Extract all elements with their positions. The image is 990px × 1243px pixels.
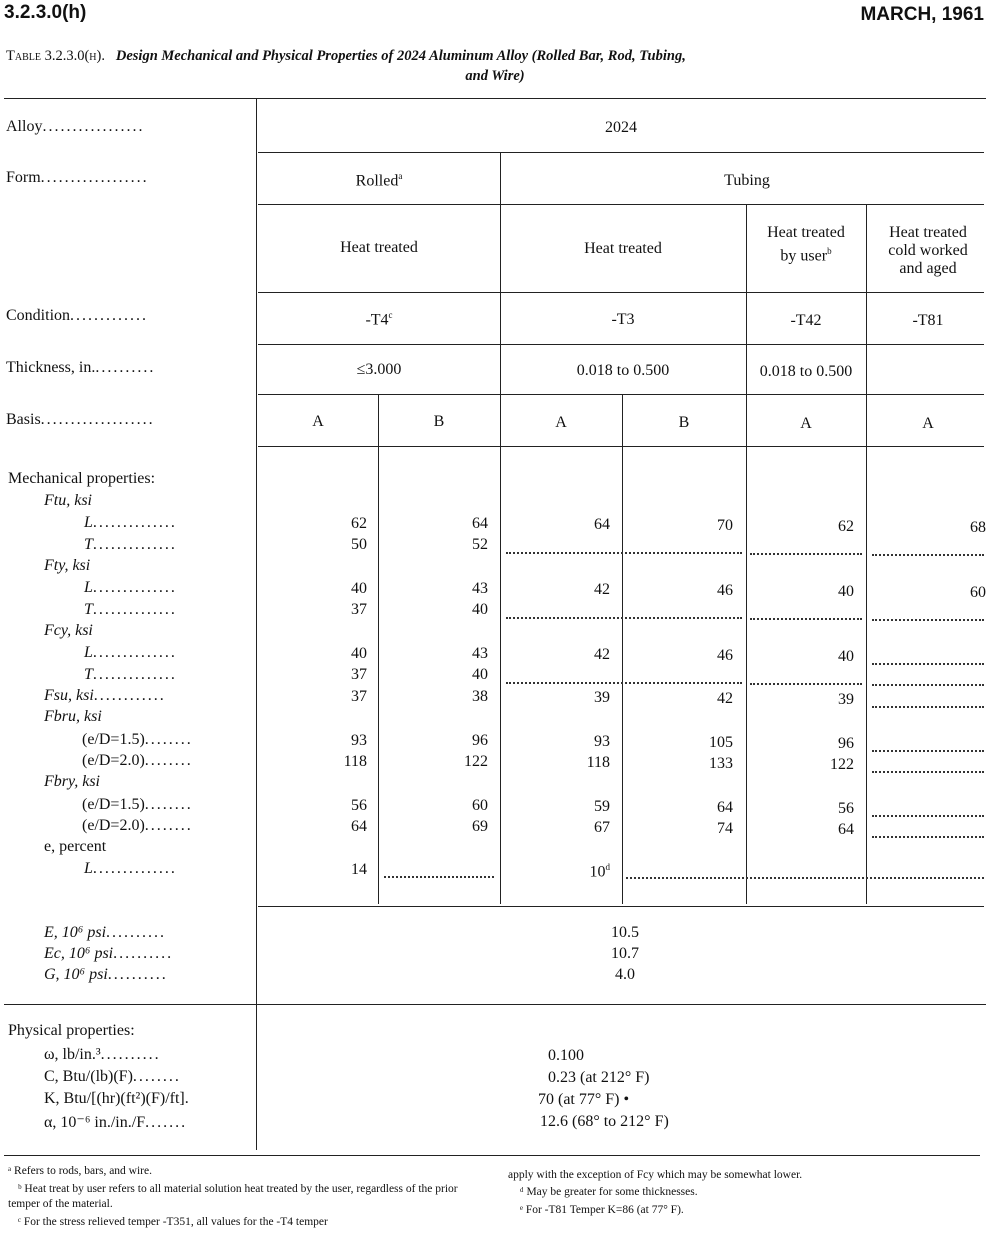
value-E: 10.5 (611, 924, 639, 941)
label-G: G, 10⁶ psi.......... (44, 966, 168, 983)
divider-t42-t81 (866, 204, 867, 904)
rule-mech (258, 906, 984, 907)
divider-rolled-ab (378, 394, 379, 904)
dots-fcy-T-t42 (750, 683, 862, 685)
basis-3: A (555, 414, 567, 431)
fbru-20-3: 118 (586, 754, 610, 771)
value-conductivity: 70 (at 77° F) • (538, 1091, 630, 1108)
condition-t4: -T4$^c$ (365, 310, 393, 329)
fty-L-5: 40 (838, 583, 854, 600)
basis-6: A (922, 415, 934, 432)
label-fbry-15: (e/D=1.5)........ (82, 796, 193, 813)
row-label-thickness: Thickness, in........... (6, 359, 156, 376)
divider-t3-t42 (746, 204, 747, 904)
basis-2: B (433, 413, 445, 430)
label-specific-heat: C, Btu/(lb)(F)........ (44, 1068, 181, 1085)
label-fcy: Fcy, ksi (44, 622, 93, 639)
row-label-form: Form.................. (6, 169, 149, 186)
fty-T-1: 37 (351, 601, 367, 618)
row-label-basis: Basis................... (6, 411, 155, 428)
footnote-a: ᵃ Refers to rods, bars, and wire. (8, 1165, 152, 1177)
dots-fty-T-t3 (506, 617, 742, 619)
fcy-L-2: 43 (472, 645, 488, 662)
thickness-rolled: ≤3.000 (356, 361, 402, 378)
label-conductivity: K, Btu/[(hr)(ft²)(F)/ft]. (44, 1090, 191, 1107)
fcy-T-1: 37 (351, 666, 367, 683)
fbru-15-4: 105 (709, 734, 733, 751)
fbru-20-4: 133 (709, 755, 733, 772)
fbru-15-2: 96 (472, 732, 488, 749)
label-fsu: Fsu, ksi............ (44, 687, 166, 704)
ftu-T-1: 50 (351, 536, 367, 553)
fcy-L-4: 46 (717, 647, 733, 664)
label-elong: e, percent (44, 838, 107, 855)
label-fty-T: T.............. (84, 601, 177, 618)
fty-L-1: 40 (351, 580, 367, 597)
elong-L-rolled: 14 (351, 861, 367, 878)
treatment-tubing: Heat treated (584, 240, 662, 257)
fbru-20-2: 122 (464, 753, 488, 770)
date-header: MARCH, 1961 (860, 4, 984, 25)
fbry-20-5: 64 (838, 821, 854, 838)
dots-elong-rest (626, 877, 984, 879)
label-fty-L: L.............. (84, 579, 177, 596)
footnote-c-continued: apply with the exception of Fcy which may be somewhat lower. (508, 1169, 803, 1181)
fsu-2: 38 (472, 688, 488, 705)
treatment-rolled: Heat treated (340, 239, 418, 256)
condition-t81: -T81 (912, 312, 944, 329)
label-ftu-T: T.............. (84, 536, 177, 553)
dots-elong-rolledB (384, 876, 494, 878)
elong-L-t3: 10$^d$ (589, 862, 610, 881)
mech-title: Mechanical properties: (8, 470, 156, 487)
fsu-1: 37 (351, 688, 367, 705)
fcy-L-1: 40 (351, 645, 367, 662)
fbry-20-2: 69 (472, 818, 488, 835)
fbru-15-5: 96 (838, 735, 854, 752)
form-tubing: Tubing (724, 172, 770, 189)
footnote-b: ᵇ Heat treat by user refers to all material solution heat treated by the user, regardless of the prior temper of the material. (8, 1183, 458, 1210)
thickness-t3: 0.018 to 0.500 (576, 362, 670, 379)
rule-condition (258, 344, 984, 345)
fbry-15-5: 56 (838, 800, 854, 817)
ftu-L-2: 64 (472, 515, 488, 532)
fbry-15-4: 64 (717, 799, 733, 816)
dots-fbry-15-t81 (872, 815, 984, 817)
dots-ftu-T-t42 (750, 553, 862, 555)
value-density: 0.100 (548, 1047, 584, 1064)
fbry-20-4: 74 (717, 820, 733, 837)
label-fty: Fty, ksi (44, 557, 91, 574)
fcy-L-3: 42 (594, 646, 610, 663)
ftu-L-3: 64 (594, 516, 610, 533)
table-caption (6, 48, 686, 65)
dots-fcy-L-t81 (872, 663, 984, 665)
dots-fbru-20-t81 (872, 771, 984, 773)
ftu-L-1: 62 (351, 515, 367, 532)
form-rolled: Rolled$^a$ (355, 171, 403, 190)
ftu-L-6: 68 (970, 519, 986, 536)
footnote-d: ᵈ May be greater for some thicknesses. (520, 1186, 698, 1198)
condition-t42: -T42 (790, 312, 822, 329)
label-density: ω, lb/in.³.......... (44, 1046, 161, 1063)
fbry-15-2: 60 (472, 797, 488, 814)
value-Ec: 10.7 (611, 945, 639, 962)
rule-form (258, 204, 984, 205)
table-title: Design Mechanical and Physical Properties of 2024 Aluminum Alloy (Rolled Bar, Rod, Tubing, (115, 48, 686, 64)
row-label-alloy: Alloy................. (6, 118, 145, 135)
condition-t3: -T3 (611, 311, 635, 328)
footnote-e: ᵉ For -T81 Temper K=86 (at 77° F). (520, 1204, 684, 1216)
table-title-line2: and Wire) (465, 68, 525, 84)
fcy-L-5: 40 (838, 648, 854, 665)
dots-ftu-T-t3 (506, 552, 742, 554)
label-fbry-20: (e/D=2.0)........ (82, 817, 193, 834)
bottom-rule (4, 1155, 980, 1156)
fbry-20-1: 64 (351, 818, 367, 835)
fcy-T-2: 40 (472, 666, 488, 683)
fbry-15-1: 56 (351, 797, 367, 814)
rule-thickness (258, 394, 984, 395)
phys-title: Physical properties: (8, 1022, 135, 1039)
rule-moduli (4, 1004, 986, 1005)
value-G: 4.0 (615, 966, 635, 983)
dots-ftu-T-t81 (872, 554, 984, 556)
top-rule (4, 98, 986, 99)
fbru-20-1: 118 (343, 753, 367, 770)
treatment-cold-worked: Heat treated cold worked and aged (888, 224, 968, 277)
dots-fbru-15-t81 (872, 750, 984, 752)
value-specific-heat: 0.23 (at 212° F) (548, 1069, 650, 1086)
label-fbru-20: (e/D=2.0)........ (82, 752, 193, 769)
dots-fsu-t81 (872, 706, 984, 708)
ftu-L-5: 62 (838, 518, 854, 535)
basis-1: A (312, 413, 324, 430)
rule-alloy (258, 152, 984, 153)
fbru-15-1: 93 (351, 732, 367, 749)
basis-5: A (800, 415, 812, 432)
label-elong-L: L.............. (84, 860, 177, 877)
fbry-20-3: 67 (594, 819, 610, 836)
basis-4: B (678, 414, 690, 431)
label-ftu-L: L.............. (84, 514, 177, 531)
dots-fty-T-t81 (872, 619, 984, 621)
label-E: E, 10⁶ psi.......... (44, 924, 167, 941)
ftu-T-2: 52 (472, 536, 488, 553)
dots-fbry-20-t81 (872, 836, 984, 838)
ftu-L-4: 70 (717, 517, 733, 534)
fty-L-6: 60 (970, 584, 986, 601)
rule-treatment (258, 292, 984, 293)
label-fcy-L: L.............. (84, 644, 177, 661)
treatment-user: Heat treated by user$^b$ (767, 224, 845, 265)
fty-L-3: 42 (594, 581, 610, 598)
fbru-20-5: 122 (830, 756, 854, 773)
alloy-value: 2024 (605, 119, 637, 136)
label-ftu: Ftu, ksi (44, 492, 92, 509)
label-column-divider (256, 98, 257, 1150)
fsu-3: 39 (594, 689, 610, 706)
fbry-15-3: 59 (594, 798, 610, 815)
label-Ec: Ec, 10⁶ psi.......... (44, 945, 174, 962)
label-fbru: Fbru, ksi (44, 708, 102, 725)
rule-basis (258, 446, 984, 447)
fty-T-2: 40 (472, 601, 488, 618)
fsu-4: 42 (717, 690, 733, 707)
fsu-5: 39 (838, 691, 854, 708)
dots-fcy-T-t81 (872, 684, 984, 686)
dots-fty-T-t42 (750, 618, 862, 620)
fty-L-4: 46 (717, 582, 733, 599)
fty-L-2: 43 (472, 580, 488, 597)
dots-fcy-T-t3 (506, 682, 742, 684)
value-expansion: 12.6 (68° to 212° F) (540, 1113, 669, 1130)
label-expansion: α, 10⁻⁶ in./in./F....... (44, 1114, 188, 1131)
label-fcy-T: T.............. (84, 666, 177, 683)
thickness-t42: 0.018 to 0.500 (759, 363, 853, 380)
fbru-15-3: 93 (594, 733, 610, 750)
label-fbry: Fbry, ksi (44, 773, 100, 790)
section-number: 3.2.3.0(h) (4, 2, 87, 23)
divider-rolled-tubing (500, 152, 501, 904)
row-label-condition: Condition............. (6, 307, 149, 324)
label-fbru-15: (e/D=1.5)........ (82, 731, 193, 748)
divider-t3-ab (622, 394, 623, 904)
table-number: Table 3.2.3.0(h). (6, 48, 105, 64)
footnote-c: ᶜ For the stress relieved temper -T351, all values for the -T4 temper (18, 1216, 328, 1228)
